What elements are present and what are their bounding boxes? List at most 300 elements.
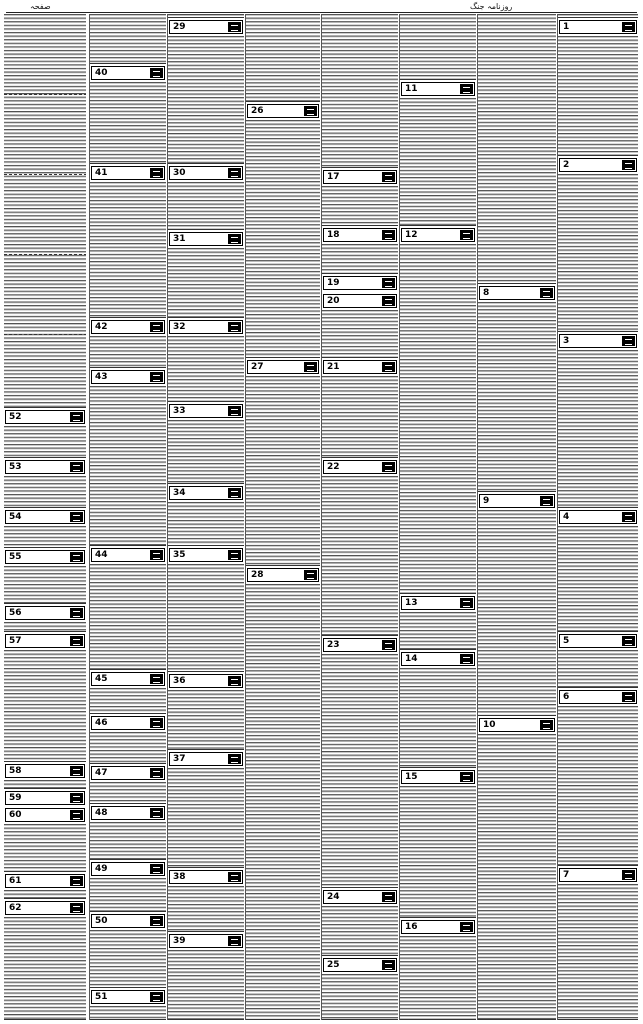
notice-tag-icon xyxy=(540,496,553,506)
dashed-separator xyxy=(4,174,86,175)
notice-tag-icon xyxy=(70,903,83,913)
notice-separator xyxy=(558,17,638,18)
notice-separator xyxy=(168,401,244,402)
notice-column xyxy=(246,14,320,1020)
notice-number-box xyxy=(559,868,637,882)
column-divider xyxy=(245,14,246,1020)
notice-text-block xyxy=(168,182,244,230)
notice-number: 6 xyxy=(563,692,570,702)
notice-number-box xyxy=(169,934,243,948)
notice-text-block xyxy=(168,36,244,164)
notice-separator xyxy=(4,407,86,408)
column-divider xyxy=(167,14,168,1020)
notice-tag-icon xyxy=(70,793,83,803)
notice-tag-icon xyxy=(228,488,241,498)
notice-number: 27 xyxy=(251,362,264,372)
notice-text-block xyxy=(168,502,244,546)
notice-number-box xyxy=(169,404,243,418)
notice-separator xyxy=(400,79,476,80)
notice-tag-icon xyxy=(304,106,317,116)
notice-tag-icon xyxy=(228,550,241,560)
notice-separator xyxy=(90,911,166,912)
notice-separator xyxy=(168,749,244,750)
notice-number: 35 xyxy=(173,550,186,560)
notice-separator xyxy=(168,483,244,484)
notice-column xyxy=(400,14,476,1020)
notice-column xyxy=(478,14,556,1020)
notice-separator xyxy=(322,167,398,168)
notice-number-box xyxy=(91,548,165,562)
notice-number: 19 xyxy=(327,278,340,288)
notice-separator xyxy=(168,671,244,672)
notice-separator xyxy=(4,1019,86,1020)
notice-number-box xyxy=(169,166,243,180)
notice-number: 16 xyxy=(405,922,418,932)
notice-number-box xyxy=(323,360,397,374)
notice-text-block xyxy=(90,822,166,860)
notice-number: 36 xyxy=(173,676,186,686)
notice-separator xyxy=(168,229,244,230)
notice-tag-icon xyxy=(622,22,635,32)
notice-tag-icon xyxy=(228,754,241,764)
notice-tag-icon xyxy=(228,168,241,178)
notice-number-box xyxy=(401,770,475,784)
notice-number-box xyxy=(323,460,397,474)
notice-number-box xyxy=(169,486,243,500)
notice-tag-icon xyxy=(460,654,473,664)
notice-separator xyxy=(246,565,320,566)
notice-separator xyxy=(168,931,244,932)
notice-number: 21 xyxy=(327,362,340,372)
notice-separator xyxy=(246,1019,320,1020)
notice-number-box xyxy=(559,634,637,648)
notice-text-block xyxy=(558,650,638,688)
notice-number-box xyxy=(5,510,85,524)
notice-number-box xyxy=(169,674,243,688)
notice-tag-icon xyxy=(150,768,163,778)
notice-column xyxy=(90,14,166,1020)
notice-tag-icon xyxy=(382,462,395,472)
notice-number: 42 xyxy=(95,322,108,332)
notice-text-block xyxy=(90,182,166,318)
notice-separator xyxy=(4,603,86,604)
notice-tag-icon xyxy=(150,992,163,1002)
notice-text-block xyxy=(168,886,244,932)
notice-separator xyxy=(168,1019,244,1020)
notice-separator xyxy=(90,713,166,714)
notice-separator xyxy=(400,917,476,918)
notice-number-box xyxy=(247,104,319,118)
header-rule xyxy=(6,12,637,13)
notice-tag-icon xyxy=(228,22,241,32)
notice-number: 1 xyxy=(563,22,570,32)
notice-text-block xyxy=(322,654,398,888)
notice-number: 48 xyxy=(95,808,108,818)
notice-text-block xyxy=(322,974,398,1020)
notice-number: 28 xyxy=(251,570,264,580)
notice-tag-icon xyxy=(70,766,83,776)
notice-number: 62 xyxy=(9,903,22,913)
notice-number: 8 xyxy=(483,288,490,298)
notice-number-box xyxy=(323,890,397,904)
notice-number-box xyxy=(479,286,555,300)
notice-separator xyxy=(322,955,398,956)
notice-text-block xyxy=(4,426,86,458)
notice-separator xyxy=(90,859,166,860)
notice-number-box xyxy=(323,170,397,184)
notice-number: 50 xyxy=(95,916,108,926)
notice-tag-icon xyxy=(70,412,83,422)
notice-separator xyxy=(558,631,638,632)
notice-separator xyxy=(400,767,476,768)
notice-number: 41 xyxy=(95,168,108,178)
notice-number-box xyxy=(91,66,165,80)
notice-text-block xyxy=(400,786,476,918)
notice-separator xyxy=(558,507,638,508)
notice-text-block xyxy=(90,1006,166,1020)
notice-separator xyxy=(558,687,638,688)
notice-text-block xyxy=(90,732,166,764)
notice-number-box xyxy=(559,158,637,172)
notice-number-box xyxy=(169,870,243,884)
notice-separator xyxy=(478,715,556,716)
notice-number-box xyxy=(323,958,397,972)
notice-tag-icon xyxy=(622,512,635,522)
notice-separator xyxy=(90,367,166,368)
notice-tag-icon xyxy=(228,872,241,882)
notice-number: 33 xyxy=(173,406,186,416)
notice-number-box xyxy=(479,494,555,508)
notice-text-block xyxy=(4,917,86,1020)
notice-number: 12 xyxy=(405,230,418,240)
notice-number-box xyxy=(91,716,165,730)
notice-tag-icon xyxy=(150,322,163,332)
column-divider xyxy=(477,14,478,1020)
notice-number: 11 xyxy=(405,84,418,94)
notice-tag-icon xyxy=(622,160,635,170)
notice-text-block xyxy=(478,14,556,284)
notice-separator xyxy=(322,635,398,636)
notice-text-block xyxy=(322,476,398,636)
notice-number-box xyxy=(5,764,85,778)
notice-separator xyxy=(168,545,244,546)
notice-tag-icon xyxy=(382,172,395,182)
notice-number: 47 xyxy=(95,768,108,778)
notice-text-block xyxy=(4,14,86,408)
notice-number: 51 xyxy=(95,992,108,1002)
notice-text-block xyxy=(558,706,638,866)
dashed-separator xyxy=(4,254,86,255)
notice-tag-icon xyxy=(70,636,83,646)
dashed-separator xyxy=(4,94,86,95)
notice-tag-icon xyxy=(228,406,241,416)
notice-tag-icon xyxy=(228,676,241,686)
notice-number: 55 xyxy=(9,552,22,562)
notice-tag-icon xyxy=(70,552,83,562)
notice-number-box xyxy=(5,460,85,474)
notice-tag-icon xyxy=(150,718,163,728)
notice-separator xyxy=(322,273,398,274)
notice-number: 7 xyxy=(563,870,570,880)
notice-number-box xyxy=(401,652,475,666)
notice-text-block xyxy=(246,584,320,1020)
notice-text-block xyxy=(478,302,556,492)
notice-text-block xyxy=(90,782,166,804)
notice-number-box xyxy=(91,370,165,384)
notice-separator xyxy=(4,457,86,458)
notice-separator xyxy=(4,547,86,548)
notice-separator xyxy=(478,283,556,284)
masthead-label: روزنامہ جنگ xyxy=(470,2,513,11)
notice-separator xyxy=(558,1019,638,1020)
notice-tag-icon xyxy=(228,936,241,946)
notice-number-box xyxy=(5,808,85,822)
notice-tag-icon xyxy=(70,512,83,522)
notice-number: 60 xyxy=(9,810,22,820)
notice-number: 22 xyxy=(327,462,340,472)
notice-text-block xyxy=(558,526,638,632)
notice-tag-icon xyxy=(540,288,553,298)
notice-separator xyxy=(90,669,166,670)
notice-tag-icon xyxy=(70,876,83,886)
notice-number-box xyxy=(5,901,85,915)
notice-tag-icon xyxy=(228,234,241,244)
notice-separator xyxy=(90,63,166,64)
notice-separator xyxy=(4,898,86,899)
notice-text-block xyxy=(168,564,244,672)
notice-tag-icon xyxy=(622,336,635,346)
notice-separator xyxy=(558,331,638,332)
notice-number: 38 xyxy=(173,872,186,882)
notice-number-box xyxy=(91,166,165,180)
notice-column xyxy=(4,14,86,1020)
notice-separator xyxy=(322,887,398,888)
notice-number-box xyxy=(169,548,243,562)
notice-tag-icon xyxy=(460,598,473,608)
notice-separator xyxy=(4,631,86,632)
notice-text-block xyxy=(246,376,320,566)
notice-tag-icon xyxy=(304,570,317,580)
notice-tag-icon xyxy=(382,960,395,970)
notice-tag-icon xyxy=(70,608,83,618)
notice-text-block xyxy=(168,950,244,1020)
notice-number: 17 xyxy=(327,172,340,182)
notice-text-block xyxy=(4,476,86,508)
notice-column xyxy=(558,14,638,1020)
notice-tag-icon xyxy=(382,278,395,288)
column-divider xyxy=(399,14,400,1020)
notice-tag-icon xyxy=(460,922,473,932)
notice-number: 13 xyxy=(405,598,418,608)
notice-text-block xyxy=(90,564,166,670)
notice-text-block xyxy=(4,526,86,548)
notice-text-block xyxy=(4,650,86,762)
notice-tag-icon xyxy=(70,810,83,820)
notice-number-box xyxy=(401,228,475,242)
notice-number: 20 xyxy=(327,296,340,306)
notice-text-block xyxy=(558,174,638,332)
notice-number: 30 xyxy=(173,168,186,178)
notice-number-box xyxy=(401,82,475,96)
notice-separator xyxy=(168,317,244,318)
notice-separator xyxy=(90,803,166,804)
notice-number: 45 xyxy=(95,674,108,684)
notice-text-block xyxy=(168,248,244,318)
notice-tag-icon xyxy=(460,84,473,94)
notice-number-box xyxy=(559,510,637,524)
notice-separator xyxy=(400,593,476,594)
notice-separator xyxy=(4,788,86,789)
notice-number: 54 xyxy=(9,512,22,522)
notice-number: 37 xyxy=(173,754,186,764)
notice-tag-icon xyxy=(150,168,163,178)
notice-text-block xyxy=(90,336,166,368)
notice-tag-icon xyxy=(382,296,395,306)
notice-number-box xyxy=(91,914,165,928)
notice-number-box xyxy=(323,228,397,242)
notice-tag-icon xyxy=(622,870,635,880)
notice-number-box xyxy=(247,360,319,374)
notice-separator xyxy=(400,649,476,650)
notice-number-box xyxy=(323,294,397,308)
notice-tag-icon xyxy=(382,640,395,650)
notice-number-box xyxy=(323,638,397,652)
notice-tag-icon xyxy=(150,916,163,926)
notice-column xyxy=(322,14,398,1020)
notice-text-block xyxy=(478,510,556,716)
notice-separator xyxy=(558,865,638,866)
column-divider xyxy=(557,14,558,1020)
notice-number: 18 xyxy=(327,230,340,240)
notice-number: 29 xyxy=(173,22,186,32)
notice-number-box xyxy=(5,791,85,805)
notice-number-box xyxy=(559,20,637,34)
notice-text-block xyxy=(4,824,86,872)
column-divider xyxy=(321,14,322,1020)
notice-separator xyxy=(168,17,244,18)
notice-separator xyxy=(400,225,476,226)
notice-text-block xyxy=(478,734,556,1020)
notice-text-block xyxy=(168,336,244,402)
notice-tag-icon xyxy=(150,808,163,818)
notice-text-block xyxy=(400,98,476,226)
notice-separator xyxy=(478,1019,556,1020)
notice-tag-icon xyxy=(382,230,395,240)
notice-separator xyxy=(4,761,86,762)
notice-text-block xyxy=(322,14,398,168)
notice-separator xyxy=(90,987,166,988)
notice-text-block xyxy=(246,120,320,358)
notice-number-box xyxy=(169,752,243,766)
notice-number: 25 xyxy=(327,960,340,970)
notice-number-box xyxy=(91,990,165,1004)
notice-tag-icon xyxy=(382,362,395,372)
notice-number: 5 xyxy=(563,636,570,646)
notice-tag-icon xyxy=(150,674,163,684)
notice-number: 43 xyxy=(95,372,108,382)
notice-number: 3 xyxy=(563,336,570,346)
notice-separator xyxy=(400,1019,476,1020)
notice-separator xyxy=(322,457,398,458)
notice-number: 59 xyxy=(9,793,22,803)
notice-text-block xyxy=(246,14,320,102)
notice-number: 53 xyxy=(9,462,22,472)
notice-separator xyxy=(322,1019,398,1020)
notice-number: 15 xyxy=(405,772,418,782)
column-divider xyxy=(89,14,90,1020)
notice-tag-icon xyxy=(622,692,635,702)
notice-tag-icon xyxy=(382,892,395,902)
notice-number-box xyxy=(559,334,637,348)
notice-tag-icon xyxy=(622,636,635,646)
notice-number-box xyxy=(169,320,243,334)
notice-separator xyxy=(90,163,166,164)
notice-text-block xyxy=(400,612,476,650)
notice-number: 4 xyxy=(563,512,570,522)
notice-number-box xyxy=(91,766,165,780)
notice-text-block xyxy=(90,82,166,164)
notice-text-block xyxy=(168,690,244,750)
notice-number: 10 xyxy=(483,720,496,730)
notice-number: 56 xyxy=(9,608,22,618)
notice-number-box xyxy=(5,410,85,424)
notice-number: 23 xyxy=(327,640,340,650)
notice-separator xyxy=(90,545,166,546)
notice-tag-icon xyxy=(540,720,553,730)
notice-number: 52 xyxy=(9,412,22,422)
notice-number-box xyxy=(91,806,165,820)
notice-text-block xyxy=(90,688,166,714)
notice-text-block xyxy=(322,906,398,956)
notice-text-block xyxy=(400,244,476,594)
notice-tag-icon xyxy=(150,864,163,874)
notice-number-box xyxy=(559,690,637,704)
notice-number-box xyxy=(5,874,85,888)
notice-number: 39 xyxy=(173,936,186,946)
notice-text-block xyxy=(558,884,638,1020)
notice-number-box xyxy=(91,672,165,686)
notice-text-block xyxy=(90,930,166,988)
notice-number-box xyxy=(323,276,397,290)
notice-number: 58 xyxy=(9,766,22,776)
notice-separator xyxy=(4,871,86,872)
notice-text-block xyxy=(90,878,166,912)
notice-separator xyxy=(90,1019,166,1020)
notice-column xyxy=(168,14,244,1020)
notice-text-block xyxy=(322,186,398,226)
notice-number: 24 xyxy=(327,892,340,902)
notice-separator xyxy=(478,491,556,492)
notice-number-box xyxy=(247,568,319,582)
notice-text-block xyxy=(400,14,476,80)
notice-number: 31 xyxy=(173,234,186,244)
notice-number: 49 xyxy=(95,864,108,874)
notice-number: 2 xyxy=(563,160,570,170)
notice-number-box xyxy=(5,634,85,648)
notice-tag-icon xyxy=(228,322,241,332)
notice-separator xyxy=(90,317,166,318)
notice-text-block xyxy=(400,936,476,1020)
notice-number-box xyxy=(401,596,475,610)
notice-number: 44 xyxy=(95,550,108,560)
notice-number-box xyxy=(169,232,243,246)
notice-number: 32 xyxy=(173,322,186,332)
notice-number-box xyxy=(91,320,165,334)
dashed-separator xyxy=(4,334,86,335)
notice-tag-icon xyxy=(150,372,163,382)
page-label: صفحہ xyxy=(30,2,51,11)
notice-separator xyxy=(246,101,320,102)
